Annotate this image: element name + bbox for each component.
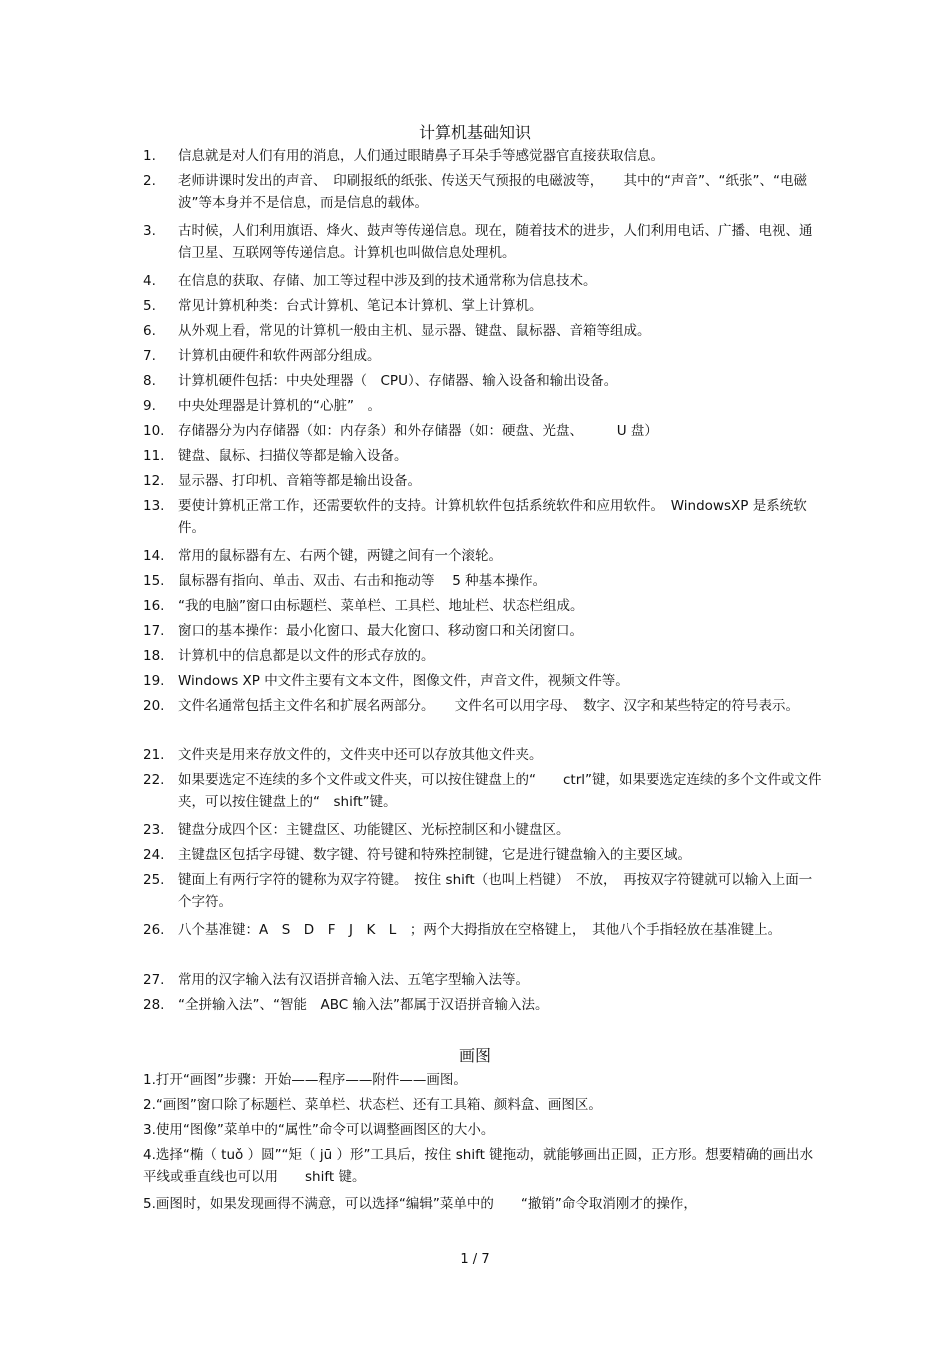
question-item — [143, 370, 823, 392]
question-text: 信息就是对人们有用的消息，人们通过眼睛鼻子耳朵手等感觉器官直接获取信息。 — [178, 148, 664, 164]
question-item — [143, 495, 823, 539]
question-number: 2. — [143, 173, 156, 189]
question-item — [143, 645, 823, 667]
question-item — [143, 295, 823, 317]
question-item — [143, 869, 823, 913]
question-text: “全拼输入法”、“智能 ABC 输入法”都属于汉语拼音输入法。 — [178, 997, 549, 1013]
question-text: 显示器、打印机、音箱等都是输出设备。 — [178, 473, 421, 489]
question-text: 计算机硬件包括：中央处理器（ CPU）、存储器、输入设备和输出设备。 — [178, 373, 618, 389]
question-text: 存储器分为内存储器（如：内存条）和外存储器（如：硬盘、光盘、 U 盘） — [178, 423, 658, 439]
question-text: 从外观上看，常见的计算机一般由主机、显示器、键盘、鼠标器、音箱等组成。 — [178, 323, 651, 339]
question-item — [143, 994, 823, 1016]
page-number: 1 / 7 — [460, 1252, 490, 1267]
question-item — [143, 744, 823, 766]
question-text: 键面上有两行字符的键称为双字符键。 按住 shift（也叫上档键） 不放， 再按双字符键就可以输入上面一个字符。 — [178, 872, 813, 910]
question-item — [143, 670, 823, 692]
question-item — [143, 445, 823, 467]
question-number: 8. — [143, 373, 156, 389]
question-number: 19. — [143, 673, 165, 689]
paint-item: 5.画图时，如果发现画得不满意，可以选择“编辑”菜单中的 “撤销”命令取消刚才的操作， — [143, 1196, 697, 1212]
question-number: 5. — [143, 298, 156, 314]
question-number: 1. — [143, 148, 156, 164]
question-number: 20. — [143, 698, 165, 714]
question-number: 6. — [143, 323, 156, 339]
question-item — [143, 220, 823, 264]
question-number: 7. — [143, 348, 156, 364]
section-title-paint: 画图 — [458, 1046, 491, 1065]
question-text: 鼠标器有指向、单击、双击、右击和拖动等 5 种基本操作。 — [178, 573, 547, 589]
question-number: 3. — [143, 223, 156, 239]
question-item — [143, 620, 823, 642]
question-item — [143, 395, 823, 417]
question-item — [143, 844, 823, 866]
question-text: 如果要选定不连续的多个文件或文件夹，可以按住键盘上的“ ctrl”键，如果要选定连续的多个文件或文件夹，可以按住键盘上的“ shift”键。 — [178, 772, 822, 810]
question-number: 27. — [143, 972, 165, 988]
question-number: 17. — [143, 623, 165, 639]
question-item — [143, 769, 823, 813]
question-text: 古时候，人们利用旗语、烽火、鼓声等传递信息。现在，随着技术的进步，人们利用电话、广播、电视、通信卫星、互联网等传递信息。计算机也叫做信息处理机。 — [178, 223, 813, 261]
question-number: 12. — [143, 473, 165, 489]
question-number: 25. — [143, 872, 165, 888]
question-text: 常用的汉字输入法有汉语拼音输入法、五笔字型输入法等。 — [178, 972, 529, 988]
paint-item: 3.使用“图像”菜单中的“属性”命令可以调整画图区的大小。 — [143, 1122, 495, 1138]
question-number: 4. — [143, 273, 156, 289]
question-item — [143, 320, 823, 342]
question-item — [143, 919, 823, 941]
question-text: 要使计算机正常工作，还需要软件的支持。计算机软件包括系统软件和应用软件。 WindowsXP 是系统软件。 — [178, 498, 807, 536]
question-text: 文件夹是用来存放文件的，文件夹中还可以存放其他文件夹。 — [178, 747, 543, 763]
question-text: 八个基准键：A S D F J K L ；两个大拇指放在空格键上， 其他八个手指轻放在基准键上。 — [178, 922, 782, 938]
question-number: 28. — [143, 997, 165, 1013]
question-number: 9. — [143, 398, 156, 414]
question-number: 11. — [143, 448, 165, 464]
question-text: 常见计算机种类：台式计算机、笔记本计算机、掌上计算机。 — [178, 298, 543, 314]
question-item — [143, 470, 823, 492]
document-title: 计算机基础知识 — [418, 123, 531, 142]
question-number: 16. — [143, 598, 165, 614]
question-number: 24. — [143, 847, 165, 863]
paint-item: 1.打开“画图”步骤：开始——程序——附件——画图。 — [143, 1072, 467, 1088]
question-item — [143, 270, 823, 292]
question-item — [143, 819, 823, 841]
paint-item: 2.“画图”窗口除了标题栏、菜单栏、状态栏、还有工具箱、颜料盒、画图区。 — [143, 1097, 602, 1113]
question-text: 常用的鼠标器有左、右两个键，两键之间有一个滚轮。 — [178, 548, 502, 564]
question-text: 主键盘区包括字母键、数字键、符号键和特殊控制键，它是进行键盘输入的主要区域。 — [178, 847, 691, 863]
question-item — [143, 595, 823, 617]
question-text: 中央处理器是计算机的“心脏” 。 — [178, 398, 381, 414]
paint-item: 4.选择“椭（ tuǒ ）圆”“矩（ jū ）形”工具后，按住 shift 键拖动，就能够画出正圆，正方形。想要精确的画出水平线或垂直线也可以用 shift 键。 — [143, 1147, 814, 1185]
question-text: 计算机中的信息都是以文件的形式存放的。 — [178, 648, 435, 664]
question-number: 26. — [143, 922, 165, 938]
question-item — [143, 170, 823, 214]
question-number: 21. — [143, 747, 165, 763]
question-number: 10. — [143, 423, 165, 439]
question-text: 在信息的获取、存储、加工等过程中涉及到的技术通常称为信息技术。 — [178, 273, 597, 289]
question-text: 老师讲课时发出的声音、 印刷报纸的纸张、传送天气预报的电磁波等， 其中的“声音”、“纸张”、“电磁波”等本身并不是信息，而是信息的载体。 — [178, 173, 807, 211]
question-number: 18. — [143, 648, 165, 664]
question-number: 23. — [143, 822, 165, 838]
question-item — [143, 969, 823, 991]
question-text: Windows XP 中文件主要有文本文件，图像文件，声音文件，视频文件等。 — [178, 673, 629, 689]
question-number: 14. — [143, 548, 165, 564]
question-item — [143, 570, 823, 592]
question-text: 窗口的基本操作：最小化窗口、最大化窗口、移动窗口和关闭窗口。 — [178, 623, 583, 639]
question-text: 计算机由硬件和软件两部分组成。 — [178, 348, 381, 364]
question-text: “我的电脑”窗口由标题栏、菜单栏、工具栏、地址栏、状态栏组成。 — [178, 598, 584, 614]
question-item — [143, 695, 823, 717]
question-number: 15. — [143, 573, 165, 589]
question-item — [143, 345, 823, 367]
question-item — [143, 145, 823, 167]
question-number: 22. — [143, 772, 165, 788]
question-text: 文件名通常包括主文件名和扩展名两部分。 文件名可以用字母、 数字、汉字和某些特定的符号表示。 — [178, 698, 799, 714]
question-text: 键盘、鼠标、扫描仪等都是输入设备。 — [178, 448, 408, 464]
question-item — [143, 545, 823, 567]
question-text: 键盘分成四个区：主键盘区、功能键区、光标控制区和小键盘区。 — [178, 822, 570, 838]
question-number: 13. — [143, 498, 165, 514]
question-item — [143, 420, 823, 442]
